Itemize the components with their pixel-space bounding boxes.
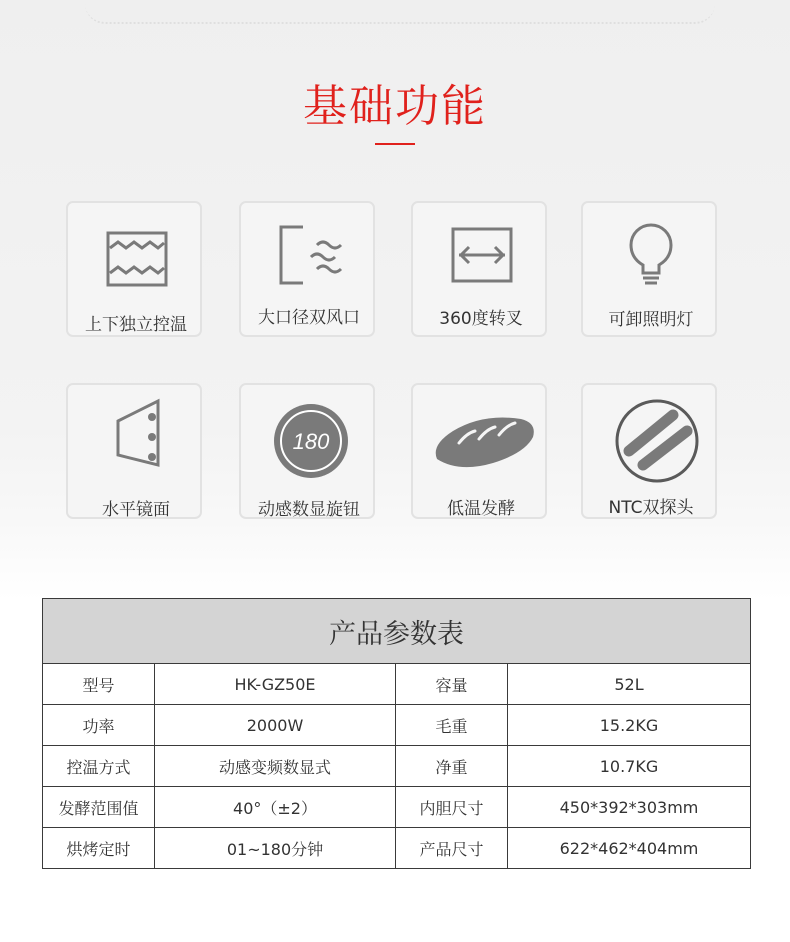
- feature-label: 水平镜面: [102, 500, 170, 520]
- spec-label: 控温方式: [43, 746, 155, 787]
- feature-label: 低温发酵: [447, 499, 515, 519]
- feature-label: 360度转叉: [439, 309, 523, 329]
- table-row: [43, 746, 751, 787]
- spec-value: 15.2KG: [508, 705, 751, 746]
- dual-probe-icon: [583, 385, 719, 485]
- spec-label: 功率: [43, 705, 155, 746]
- dual-heating-icon: [68, 203, 204, 303]
- feature-label: 大口径双风口: [258, 308, 360, 328]
- table-row: [43, 664, 751, 705]
- feature-card-rotisserie: [411, 201, 547, 337]
- rotisserie-icon: [413, 203, 549, 303]
- feature-card-ntc-probe: [581, 383, 717, 519]
- spec-value: HK-GZ50E: [155, 664, 396, 705]
- spec-label: 烘烤定时: [43, 828, 155, 869]
- feature-card-digital-knob: [239, 383, 375, 519]
- feature-card-mirror: [66, 383, 202, 519]
- table-row: [43, 787, 751, 828]
- spec-label: 毛重: [396, 705, 508, 746]
- top-decoration: [85, 0, 715, 24]
- feature-card-air-vent: [239, 201, 375, 337]
- table-row: [43, 705, 751, 746]
- feature-label: 上下独立控温: [85, 315, 187, 335]
- feature-label: NTC双探头: [608, 498, 694, 518]
- mirror-door-icon: [68, 385, 204, 485]
- title-underline: [375, 143, 415, 145]
- bread-icon: [413, 385, 549, 485]
- table-row: [43, 828, 751, 869]
- spec-value: 2000W: [155, 705, 396, 746]
- spec-label: 产品尺寸: [396, 828, 508, 869]
- spec-value: 40°（±2）: [155, 787, 396, 828]
- feature-label: 可卸照明灯: [608, 310, 694, 330]
- feature-label: 动感数显旋钮: [258, 500, 360, 520]
- spec-value: 622*462*404mm: [508, 828, 751, 869]
- spec-label: 型号: [43, 664, 155, 705]
- spec-value: 01~180分钟: [155, 828, 396, 869]
- spec-value: 动感变频数显式: [155, 746, 396, 787]
- light-bulb-icon: [583, 203, 719, 303]
- spec-label: 净重: [396, 746, 508, 787]
- spec-value: 10.7KG: [508, 746, 751, 787]
- section-title: 基础功能: [303, 81, 487, 132]
- spec-label: 发酵范围值: [43, 787, 155, 828]
- digital-knob-icon: [241, 385, 377, 485]
- spec-value: 52L: [508, 664, 751, 705]
- spec-table-title: 产品参数表: [43, 599, 751, 664]
- knob-display-value: 180: [292, 429, 330, 454]
- feature-card-light: [581, 201, 717, 337]
- feature-card-dual-heating: [66, 201, 202, 337]
- air-vent-icon: [241, 203, 377, 303]
- spec-label: 内胆尺寸: [396, 787, 508, 828]
- spec-table: [42, 598, 751, 869]
- spec-value: 450*392*303mm: [508, 787, 751, 828]
- feature-card-fermentation: [411, 383, 547, 519]
- spec-label: 容量: [396, 664, 508, 705]
